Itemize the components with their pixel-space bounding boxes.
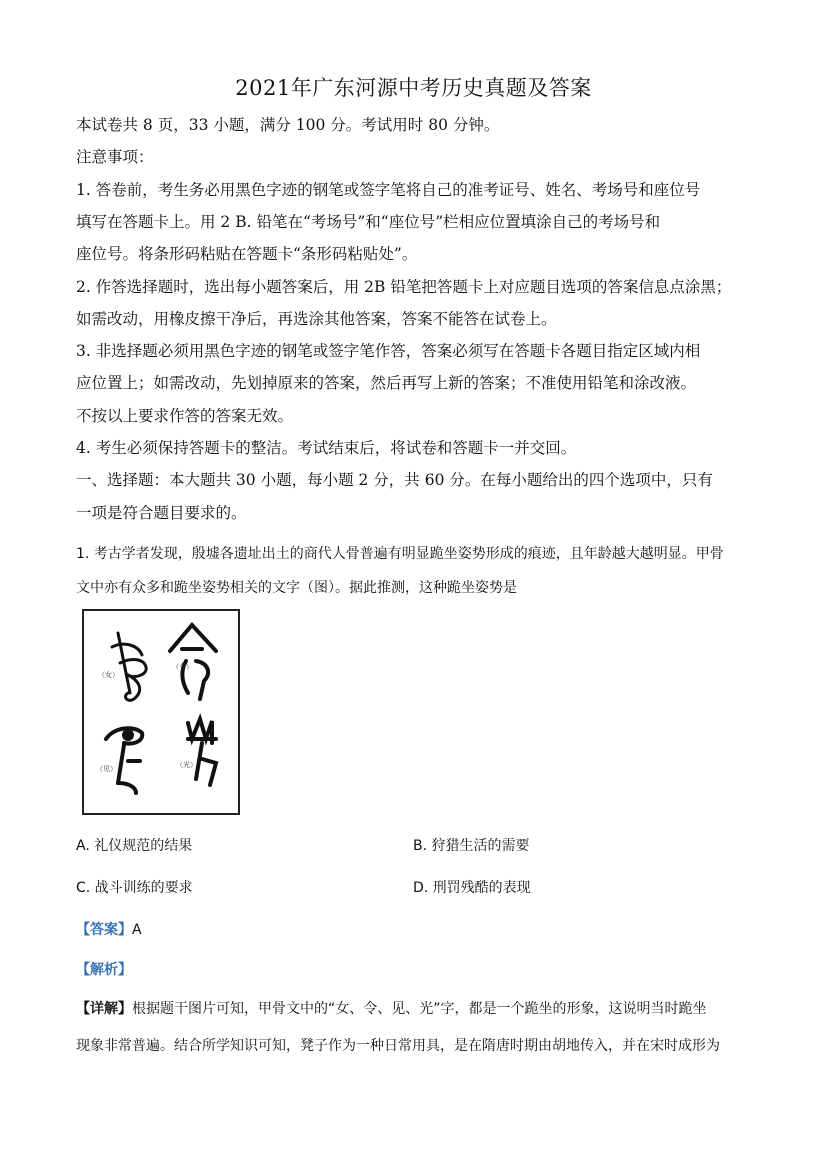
option-c: C. 战斗训练的要求 — [76, 880, 193, 896]
section-heading-line: 一、选择题：本大题共 30 小题，每小题 2 分，共 60 分。在每小题给出的四个选项中，只有 — [76, 471, 713, 489]
intro-text: 本试卷共 8 页，33 小题，满分 100 分。考试用时 80 分钟。 — [76, 116, 500, 134]
caption-guang: （光） — [176, 761, 197, 769]
caption-jian: （见） — [96, 765, 117, 773]
oracle-bone-glyphs — [84, 611, 238, 813]
caption-nv: （女） — [98, 671, 119, 679]
notice-line: 1. 答卷前，考生务必用黑色字迹的钢笔或签字笔将自己的准考证号、姓名、考场号和座位号 — [76, 181, 701, 199]
oracle-bone-figure — [82, 609, 240, 815]
glyph-nv — [112, 633, 146, 700]
notice-line: 3. 非选择题必须用黑色字迹的钢笔或签字笔作答，答案必须写在答题卡各题目指定区域内相 — [76, 342, 701, 360]
answer-tag: 【答案】 — [76, 922, 132, 938]
detail-tag: 【详解】 — [76, 1001, 132, 1017]
question-1-line: 1. 考古学者发现，殷墟各遗址出土的商代人骨普遍有明显跪坐姿势形成的痕迹，且年龄越大越明显。甲骨 — [76, 546, 724, 562]
notice-line: 座位号。将条形码粘贴在答题卡“条形码粘贴处”。 — [76, 245, 418, 263]
notice-line: 应位置上；如需改动，先划掉原来的答案，然后再写上新的答案；不准使用铅笔和涂改液。 — [76, 374, 697, 392]
analysis-tag: 【解析】 — [76, 962, 132, 978]
section-heading-line: 一项是符合题目要求的。 — [76, 504, 247, 522]
glyph-jian — [106, 728, 142, 793]
notice-line: 填写在答题卡上。用 2 B. 铅笔在“考场号”和“座位号”栏相应位置填涂自己的考场号和 — [76, 213, 661, 231]
notice-heading: 注意事项： — [76, 148, 154, 166]
glyph-ling — [170, 625, 216, 699]
caption-ling: （令） — [172, 663, 193, 671]
glyph-guang — [188, 719, 216, 785]
notice-line: 不按以上要求作答的答案无效。 — [76, 407, 294, 425]
option-b: B. 狩猎生活的需要 — [413, 838, 530, 854]
answer-value: A — [132, 922, 142, 938]
notice-line: 2. 作答选择题时，选出每小题答案后，用 2B 铅笔把答题卡上对应题目选项的答案信息点涂黑； — [76, 278, 732, 296]
question-1-line: 文中亦有众多和跪坐姿势相关的文字（图）。据此推测，这种跪坐姿势是 — [76, 580, 517, 596]
notice-line: 4. 考生必须保持答题卡的整洁。考试结束后，将试卷和答题卡一并交回。 — [76, 439, 577, 457]
option-a: A. 礼仪规范的结果 — [76, 838, 193, 854]
answer-line — [76, 919, 142, 939]
option-d: D. 刑罚残酷的表现 — [413, 880, 531, 896]
detail-line-2: 现象非常普遍。结合所学知识可知，凳子作为一种日常用具，是在隋唐时期由胡地传入，并在宋时成形为 — [76, 1038, 720, 1054]
detail-text-1: 根据题干图片可知，甲骨文中的“女、令、见、光”字，都是一个跪坐的形象，这说明当时跪坐 — [132, 1001, 707, 1017]
notice-line: 如需改动，用橡皮擦干净后，再选涂其他答案，答案不能答在试卷上。 — [76, 310, 557, 328]
detail-line-1 — [76, 998, 707, 1018]
analysis-line — [76, 959, 132, 979]
page-title: 2021年广东河源中考历史真题及答案 — [235, 76, 592, 100]
